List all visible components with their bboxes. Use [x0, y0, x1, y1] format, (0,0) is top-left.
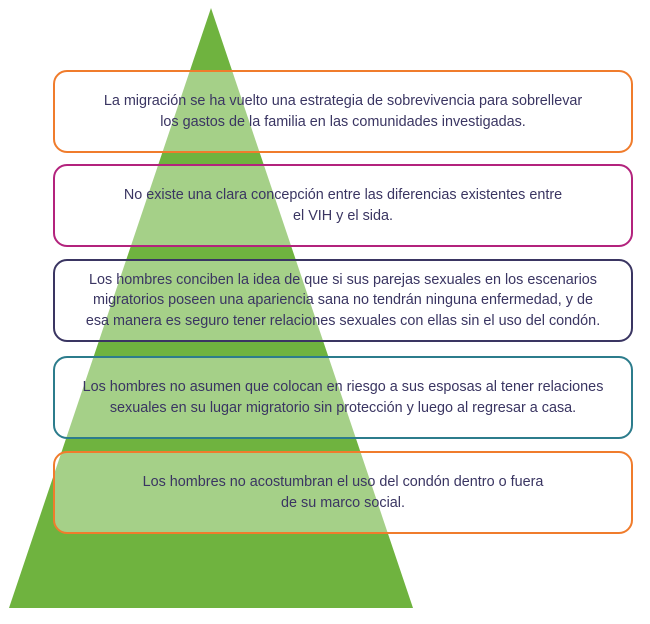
pyramid-level-1-box [53, 70, 633, 153]
pyramid-level-5-text: Los hombres no acostumbran el uso del condón dentro o fuera de su marco social. [142, 474, 544, 511]
pyramid-level-5-box [53, 451, 633, 534]
pyramid-level-4-box [53, 356, 633, 439]
pyramid-level-4-text: Los hombres no asumen que colocan en riesgo a sus esposas al tener relaciones sexuales en su lugar migratorio sin protección y luego al regresar a casa. [82, 379, 604, 416]
pyramid-level-2-box [53, 164, 633, 247]
pyramid-level-3-text: Los hombres conciben la idea de que si sus parejas sexuales en los escenarios migratorios poseen una apariencia sana no tendrán ninguna enfermedad, y de esa manera es seguro tener relaciones sexuales con ellas sin el uso del condón. [85, 271, 601, 329]
pyramid-level-1-text: La migración se ha vuelto una estrategia de sobrevivencia para sobrellevar los gastos de la familia en las comunidades investigadas. [103, 93, 583, 130]
pyramid-level-3-box [53, 259, 633, 342]
pyramid-level-2-text: No existe una clara concepción entre las diferencias existentes entre el VIH y el sida. [123, 187, 563, 224]
